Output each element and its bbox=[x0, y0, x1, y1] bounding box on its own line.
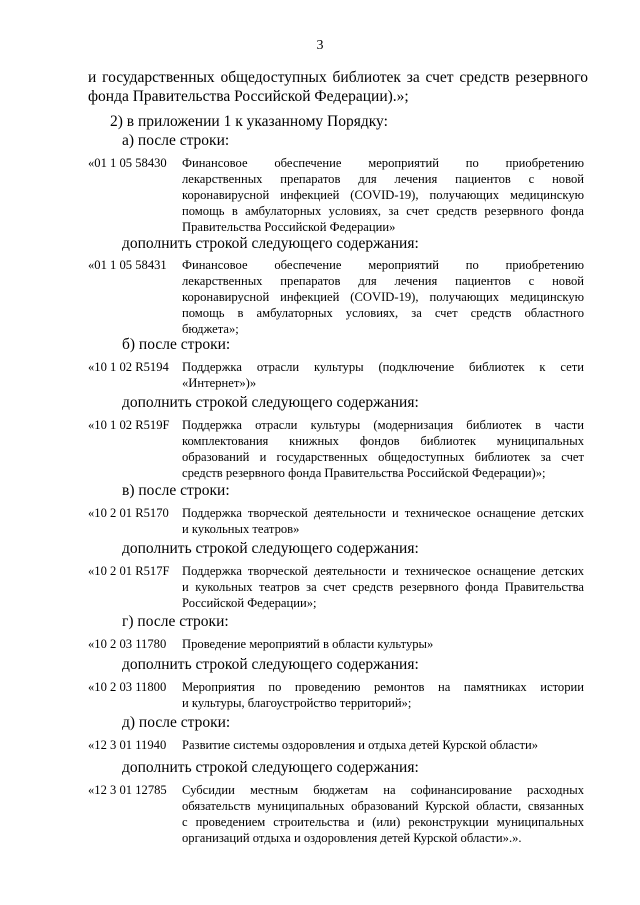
description-line: Проведение мероприятий в области культуры» bbox=[182, 637, 434, 651]
budget-description bbox=[182, 505, 584, 537]
description-line: помощь в амбулаторных условиях, за счет средств резервного фонда bbox=[182, 204, 584, 218]
description-line: лекарственных препаратов для лечения пациентов с новой bbox=[182, 172, 584, 186]
intro-paragraph bbox=[88, 68, 588, 106]
budget-description bbox=[182, 636, 584, 652]
block-e-add-heading: дополнить строкой следующего содержания: bbox=[122, 759, 419, 776]
description-line: и культуры, благоустройство территорий»; bbox=[182, 696, 412, 710]
block-c-heading: в) после строки: bbox=[122, 482, 230, 499]
item-2-heading: 2) в приложении 1 к указанному Порядку: bbox=[110, 113, 388, 130]
description-line: Мероприятия по проведению ремонтов на памятниках истории bbox=[182, 680, 584, 694]
description-line: Поддержка творческой деятельности и техническое оснащение детских bbox=[182, 506, 584, 520]
description-line: Поддержка отрасли культуры (подключение библиотек к сети bbox=[182, 360, 584, 374]
description-line: коронавирусной инфекцией (COVID-19), получающих медицинскую bbox=[182, 188, 584, 202]
description-line: образований и государственных общедоступных библиотек за счет bbox=[182, 450, 584, 464]
budget-description bbox=[182, 257, 584, 337]
description-line: комплектования книжных фондов библиотек муниципальных bbox=[182, 434, 584, 448]
budget-description bbox=[182, 155, 584, 235]
budget-code: «10 2 01 R517F bbox=[88, 564, 170, 578]
description-line: помощь в амбулаторных условиях, за счет средств областного bbox=[182, 306, 584, 320]
description-line: Финансовое обеспечение мероприятий по приобретению bbox=[182, 258, 584, 272]
description-line: лекарственных препаратов для лечения пациентов с новой bbox=[182, 274, 584, 288]
description-line: и кукольных театров» bbox=[182, 522, 300, 536]
description-line: организаций отдыха и оздоровления детей Курской области».». bbox=[182, 831, 522, 845]
description-line: «Интернет»)» bbox=[182, 376, 257, 390]
description-line: Поддержка отрасли культуры (модернизация библиотек в части bbox=[182, 418, 584, 432]
description-line: с проведением строительства и (или) реконструкции муниципальных bbox=[182, 815, 584, 829]
block-a-add-heading: дополнить строкой следующего содержания: bbox=[122, 235, 419, 252]
budget-description bbox=[182, 417, 584, 481]
description-line: Поддержка творческой деятельности и техническое оснащение детских bbox=[182, 564, 584, 578]
budget-code: «12 3 01 11940 bbox=[88, 738, 167, 752]
block-d-add-heading: дополнить строкой следующего содержания: bbox=[122, 656, 419, 673]
block-c-add-heading: дополнить строкой следующего содержания: bbox=[122, 540, 419, 557]
budget-code: «10 2 03 11780 bbox=[88, 637, 167, 651]
budget-code: «10 2 03 11800 bbox=[88, 680, 167, 694]
block-a-heading: а) после строки: bbox=[122, 132, 230, 149]
budget-code: «10 1 02 R5194 bbox=[88, 360, 169, 374]
budget-description bbox=[182, 359, 584, 391]
description-line: Правительства Российской Федерации» bbox=[182, 220, 396, 234]
block-b-add-heading: дополнить строкой следующего содержания: bbox=[122, 394, 419, 411]
description-line: Развитие системы оздоровления и отдыха детей Курской области» bbox=[182, 738, 539, 752]
description-line: и кукольных театров за счет средств резервного фонда Правительства bbox=[182, 580, 584, 594]
budget-description bbox=[182, 679, 584, 711]
budget-code: «10 2 01 R5170 bbox=[88, 506, 169, 520]
budget-code: «12 3 01 12785 bbox=[88, 783, 167, 797]
budget-description bbox=[182, 737, 584, 753]
page-number: 3 bbox=[316, 38, 324, 53]
description-line: обязательств муниципальных образований Курской области, связанных bbox=[182, 799, 584, 813]
budget-code: «10 1 02 R519F bbox=[88, 418, 170, 432]
description-line: Субсидии местным бюджетам на софинансирование расходных bbox=[182, 783, 584, 797]
description-line: Российской Федерации»; bbox=[182, 596, 317, 610]
budget-code: «01 1 05 58431 bbox=[88, 258, 167, 272]
description-line: средств резервного фонда Правительства Российской Федерации)»; bbox=[182, 466, 546, 480]
block-b-heading: б) после строки: bbox=[122, 336, 231, 353]
block-e-heading: д) после строки: bbox=[122, 714, 231, 731]
description-line: коронавирусной инфекцией (COVID-19), получающих медицинскую bbox=[182, 290, 584, 304]
budget-description bbox=[182, 563, 584, 611]
budget-description bbox=[182, 782, 584, 846]
block-d-heading: г) после строки: bbox=[122, 613, 229, 630]
intro-line: фонда Правительства Российской Федерации).»; bbox=[88, 88, 409, 105]
description-line: Финансовое обеспечение мероприятий по приобретению bbox=[182, 156, 584, 170]
budget-code: «01 1 05 58430 bbox=[88, 156, 167, 170]
description-line: бюджета»; bbox=[182, 322, 239, 336]
intro-line: и государственных общедоступных библиотек за счет средств резервного bbox=[88, 69, 588, 86]
